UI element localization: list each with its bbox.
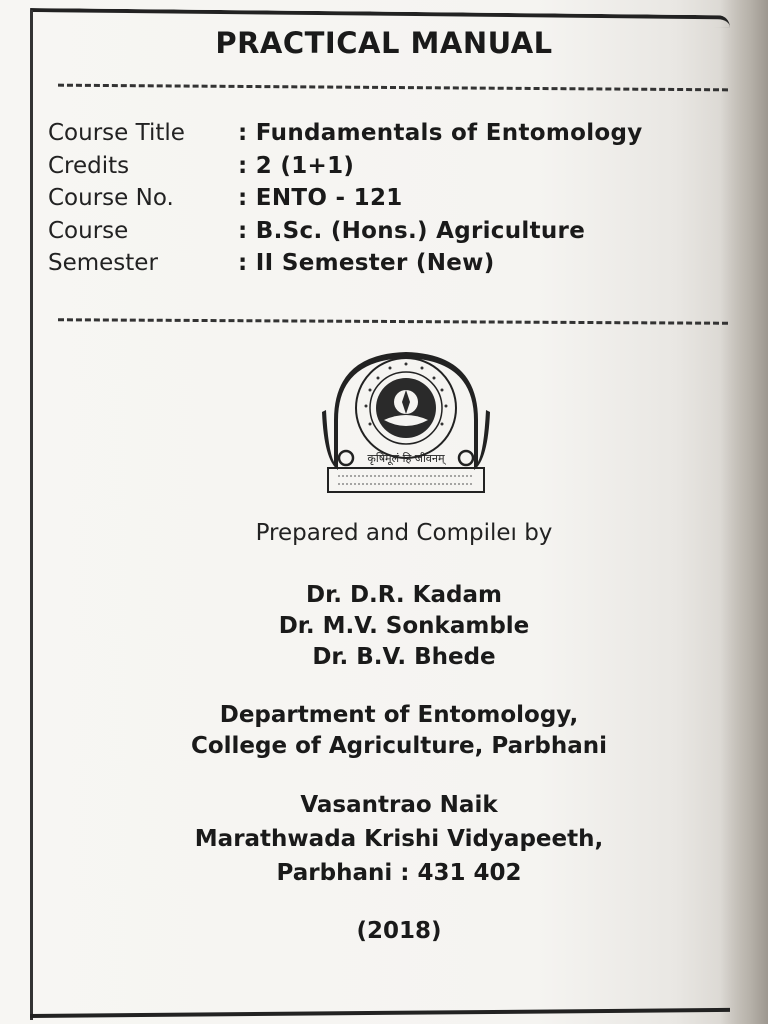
university-name-line1: Vasantrao Naik — [300, 792, 498, 818]
dashed-divider-bottom — [58, 318, 728, 325]
info-row-semester — [48, 250, 708, 283]
department-name: Department of Entomology, — [219, 702, 579, 728]
university-address: Parbhani : 431 402 — [276, 860, 522, 886]
publication-year: (2018) — [356, 918, 442, 944]
semester-value: : II Semester (New) — [238, 250, 495, 276]
info-row-course — [48, 218, 708, 251]
university-name-line2: Marathwada Krishi Vidyapeeth, — [194, 826, 604, 852]
semester-label: Semester — [48, 250, 158, 276]
department-block — [0, 700, 768, 762]
college-name: College of Agriculture, Parbhani — [190, 733, 608, 759]
prepared-by-text: Prepared and Compileı by — [255, 520, 553, 546]
course-title-value: : Fundamentals of Entomology — [238, 120, 643, 146]
course-label: Course — [48, 217, 129, 244]
page-title: PRACTICAL MANUAL — [215, 26, 553, 60]
course-value: : B.Sc. (Hons.) Agriculture — [238, 217, 586, 244]
emblem-motto: कृषिमूलं हि जीवनम् — [367, 452, 445, 465]
university-block — [0, 788, 768, 890]
dashed-divider-top — [58, 84, 728, 92]
info-row-course-no — [48, 185, 708, 218]
credits-label: Credits — [48, 152, 130, 179]
university-emblem-icon — [318, 350, 494, 495]
course-title-label: Course Title — [48, 120, 185, 146]
course-info — [48, 120, 708, 283]
author-name: Dr. D.R. Kadam — [306, 582, 502, 608]
info-row-credits — [48, 153, 708, 186]
credits-value: : 2 (1+1) — [238, 152, 355, 179]
author-name: Dr. M.V. Sonkamble — [278, 613, 530, 639]
bottom-border-line — [30, 1002, 730, 1018]
top-border-line — [30, 8, 730, 27]
course-no-label: Course No. — [48, 185, 174, 211]
info-row-course-title — [48, 120, 708, 153]
course-no-value: : ENTO - 121 — [238, 185, 403, 211]
author-list — [0, 580, 768, 673]
author-name: Dr. B.V. Bhede — [312, 644, 496, 670]
